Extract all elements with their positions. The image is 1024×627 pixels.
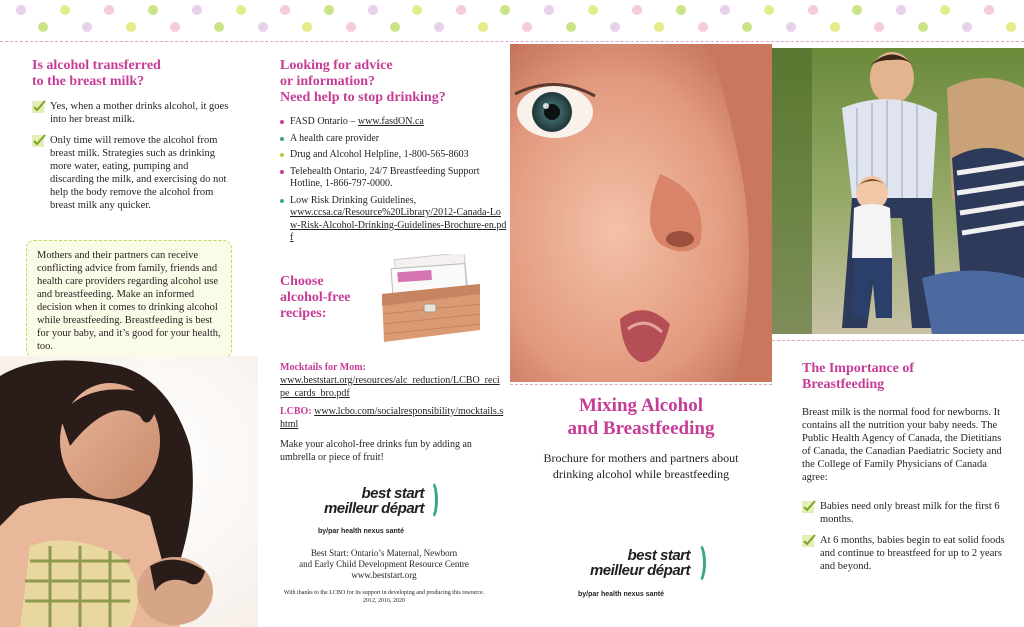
bullet-dot-icon [280, 199, 284, 203]
list-item [280, 133, 508, 146]
list-item [32, 100, 232, 126]
polka-dot [896, 5, 906, 15]
polka-dot [258, 22, 268, 32]
brochure-subtitle: Brochure for mothers and partners about drinking alcohol while breastfeeding [543, 451, 739, 481]
polka-dot [434, 22, 444, 32]
heading-line: recipes: [280, 306, 327, 321]
polka-dot [368, 5, 378, 15]
bullet-text: Only time will remove the alcohol from breast milk. Strategies such as drinking more water, eating, pumping and discarding the milk, and exercising do not help the body remove the alcohol from breast milk any quicker. [50, 135, 227, 211]
polka-dot [830, 22, 840, 32]
polka-dot [764, 5, 774, 15]
logo-line: meilleur départ [589, 562, 690, 579]
checkmark-icon [32, 134, 46, 147]
polka-dot [82, 22, 92, 32]
recipe-card-box-image [376, 254, 486, 346]
advice-callout-box [26, 240, 232, 358]
mocktails-label: Mocktails for Mom: [280, 362, 366, 373]
polka-dot [874, 22, 884, 32]
resource-text: A health care provider [290, 132, 380, 144]
breastfeeding-body-text: Breast milk is the normal food for newborns. It contains all the nutrition your baby needs. The Public Health Agency of Canada, the Dietitians of Canada, the Canadian Paediatric Society and the College of Family Physicians of Canada agree: [802, 407, 1002, 483]
heading-line: to the breast milk? [32, 74, 145, 89]
bullet-dot-icon [280, 170, 284, 174]
list-item [280, 149, 508, 162]
panel-advice-resources [258, 44, 510, 627]
polka-dot [214, 22, 224, 32]
publication-years: 2012, 2016, 2020 [363, 598, 405, 604]
polka-dot [38, 22, 48, 32]
polka-dot [126, 22, 136, 32]
list-item [280, 195, 508, 245]
heading-looking-for-advice [280, 58, 500, 106]
checkmark-icon [32, 100, 46, 113]
logo-arc-icon [690, 542, 706, 584]
polka-dot-border [0, 0, 1024, 40]
list-item [32, 134, 232, 212]
list-item [802, 500, 1012, 526]
heading-alcohol-transferred [32, 58, 232, 90]
lcbo-line [280, 406, 504, 431]
brochure-title [510, 394, 772, 440]
polka-dot [808, 5, 818, 15]
polka-dot [698, 22, 708, 32]
logo-line: best start [361, 485, 424, 502]
heading-line: The Importance of [802, 361, 914, 376]
org-website[interactable]: www.beststart.org [351, 570, 417, 580]
polka-dot [456, 5, 466, 15]
best-start-logo [576, 542, 706, 592]
heading-line: or information? [280, 74, 376, 89]
panel-importance-of-breastfeeding [772, 44, 1024, 627]
transfer-facts-list [32, 100, 232, 220]
resource-text: FASD Ontario – [290, 116, 358, 127]
polka-dot [654, 22, 664, 32]
polka-dot [852, 5, 862, 15]
best-start-logo [318, 480, 438, 530]
checkmark-icon [802, 500, 816, 513]
callout-text: Mothers and their partners can receive conflicting advice from family, friends and health care providers regarding alcohol use and breastfeeding. Make an informed decision when it comes to drinking alcohol while breastfeeding. Breastfeeding is best for your baby, and it’s good for your health, too. [37, 250, 221, 352]
heading-line: Looking for advice [280, 58, 393, 73]
polka-dot [984, 5, 994, 15]
panel-alcohol-transfer [0, 44, 258, 627]
heading-line: Choose [280, 274, 324, 289]
list-item [280, 116, 508, 129]
polka-dot [500, 5, 510, 15]
polka-dot [390, 22, 400, 32]
heading-line: alcohol-free [280, 290, 351, 305]
photo-mother-breastfeeding [0, 356, 258, 627]
polka-dot [346, 22, 356, 32]
polka-dot [588, 5, 598, 15]
panel-cover [510, 44, 772, 627]
lcbo-link[interactable]: www.lcbo.com/socialresponsibility/mocktails.shtml [280, 406, 504, 430]
bullet-text: At 6 months, babies begin to eat solid foods and continue to breastfeed for up to 2 years and beyond. [820, 535, 1005, 572]
polka-dot [742, 22, 752, 32]
lcbo-label: LCBO: [280, 406, 315, 417]
health-nexus-tagline: by/par health nexus santé [578, 591, 664, 598]
acknowledgement [258, 589, 510, 605]
drinking-guidelines-link[interactable]: www.ccsa.ca/Resource%20Library/2012-Canada-Low-Risk-Alcohol-Drinking-Guidelines-Brochure-en.pdf [290, 207, 507, 243]
polka-dot [1006, 22, 1016, 32]
polka-dot [632, 5, 642, 15]
polka-dot [60, 5, 70, 15]
polka-dot [676, 5, 686, 15]
polka-dot [302, 22, 312, 32]
bullet-text: Babies need only breast milk for the first 6 months. [820, 501, 1000, 525]
logo-line: best start [627, 547, 690, 564]
polka-dot [170, 22, 180, 32]
org-line: Best Start: Ontario’s Maternal, Newborn [310, 548, 458, 558]
bullet-text: Yes, when a mother drinks alcohol, it goes into her breast milk. [50, 101, 229, 125]
polka-dot [104, 5, 114, 15]
bullet-dot-icon [280, 153, 284, 157]
resource-text: Drug and Alcohol Helpline, 1-800-565-8603 [290, 149, 469, 160]
polka-dot [544, 5, 554, 15]
polka-dot [236, 5, 246, 15]
polka-dot [412, 5, 422, 15]
resource-text: Low Risk Drinking Guidelines, [290, 194, 417, 206]
polka-dot [720, 5, 730, 15]
thanks-text: With thanks to the LCBO for its support in developing and producing this resource. [283, 590, 485, 596]
polka-dot [192, 5, 202, 15]
list-item [802, 534, 1012, 573]
logo-line: meilleur départ [323, 500, 424, 517]
photo-family-toddler-walking [772, 48, 1024, 334]
polka-dot [148, 5, 158, 15]
title-line: Mixing Alcohol [578, 395, 704, 416]
polka-dot [522, 22, 532, 32]
polka-dot [280, 5, 290, 15]
org-line: and Early Child Development Resource Centre [299, 559, 469, 569]
heading-line: Is alcohol transferred [32, 58, 161, 73]
polka-dot [566, 22, 576, 32]
polka-dot [478, 22, 488, 32]
alcohol-free-tip: Make your alcohol-free drinks fun by adding an umbrella or piece of fruit! [280, 439, 472, 463]
title-line: and Breastfeeding [567, 418, 715, 439]
heading-alcohol-free-recipes [280, 274, 390, 322]
divider [772, 340, 1024, 341]
polka-dot [16, 5, 26, 15]
organization-info [258, 548, 510, 581]
heading-importance-of-breastfeeding [802, 361, 1002, 393]
checkmark-icon [802, 534, 816, 547]
polka-dot [324, 5, 334, 15]
top-divider [0, 41, 1024, 42]
polka-dot [962, 22, 972, 32]
polka-dot [918, 22, 928, 32]
heading-line: Breastfeeding [802, 377, 885, 392]
polka-dot [786, 22, 796, 32]
list-item [280, 166, 508, 191]
breastfeeding-facts-list [802, 500, 1012, 581]
resources-list [280, 116, 508, 249]
resource-text: Telehealth Ontario, 24/7 Breastfeeding Support Hotline, 1-866-797-0000. [290, 165, 480, 189]
bullet-dot-icon [280, 137, 284, 141]
fasd-ontario-link[interactable]: www.fasdON.ca [357, 116, 424, 127]
photo-baby-breastfeeding-closeup [510, 44, 772, 382]
divider [510, 384, 772, 385]
mocktails-link[interactable]: www.beststart.org/resources/alc_reduction/LCBO_recipe_cards_bro.pdf [280, 375, 500, 399]
polka-dot [940, 5, 950, 15]
heading-line: Need help to stop drinking? [280, 90, 446, 105]
bullet-dot-icon [280, 120, 284, 124]
polka-dot [610, 22, 620, 32]
logo-arc-icon [424, 480, 438, 520]
health-nexus-tagline: by/par health nexus santé [318, 528, 404, 535]
